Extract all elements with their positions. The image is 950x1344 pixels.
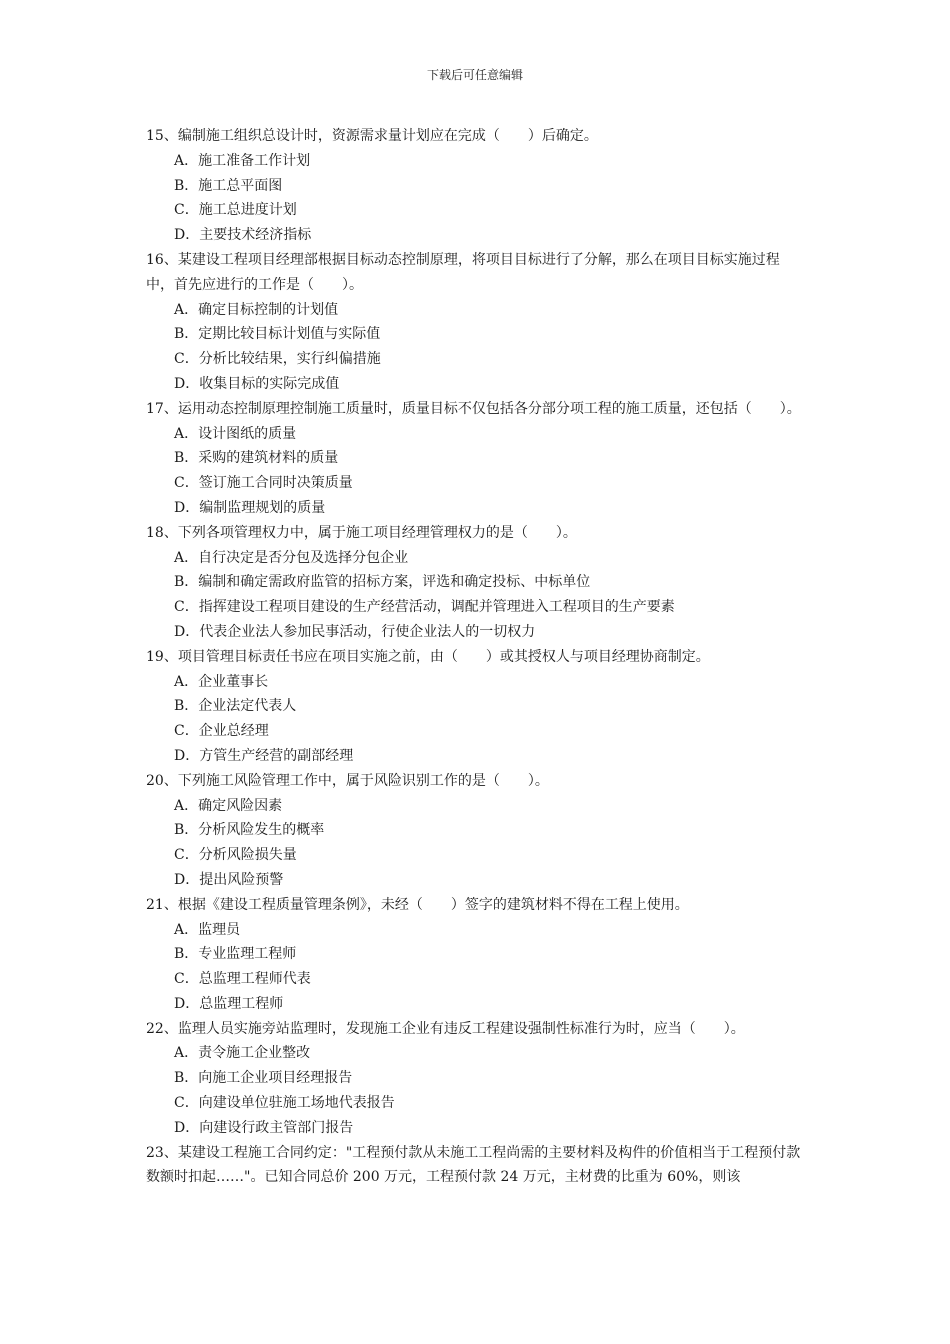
question-23 <box>146 1141 806 1191</box>
question-text: 22、监理人员实施旁站监理时，发现施工企业有违反工程建设强制性标准行为时，应当（ ）。 <box>146 1020 745 1037</box>
option-a: A．企业董事长 <box>174 673 269 690</box>
question-19 <box>146 645 806 769</box>
option-d: D．向建设行政主管部门报告 <box>174 1119 354 1136</box>
question-17 <box>146 397 806 521</box>
question-text: 15、编制施工组织总设计时，资源需求量计划应在完成（ ）后确定。 <box>146 128 598 144</box>
question-list <box>146 124 806 1190</box>
option-c: C．施工总进度计划 <box>174 202 297 219</box>
option-b: B．专业监理工程师 <box>174 946 297 963</box>
option-a: A．自行决定是否分包及选择分包企业 <box>174 549 409 566</box>
question-text: 18、下列各项管理权力中，属于施工项目经理管理权力的是（ ）。 <box>146 524 577 541</box>
option-a: A．确定目标控制的计划值 <box>174 301 339 318</box>
option-a: A．设计图纸的质量 <box>174 425 297 442</box>
question-15 <box>146 124 806 248</box>
question-text: 20、下列施工风险管理工作中，属于风险识别工作的是（ ）。 <box>146 772 549 789</box>
question-18 <box>146 521 806 645</box>
option-a: A．施工准备工作计划 <box>174 152 311 169</box>
question-21 <box>146 893 806 1017</box>
option-d: D．主要技术经济指标 <box>174 227 312 244</box>
option-c: C．总监理工程师代表 <box>174 971 311 988</box>
option-b: B．企业法定代表人 <box>174 698 297 715</box>
option-b: B．采购的建筑材料的质量 <box>174 450 339 467</box>
option-d: D．编制监理规划的质量 <box>174 499 326 516</box>
option-c: C．企业总经理 <box>174 723 269 740</box>
question-text: 23、某建设工程施工合同约定："工程预付款从未施工工程尚需的主要材料及构件的价值相当于工程预付款数额时扣起……"。已知合同总价 200 万元，工程预付款 24 万元，主材费的比重为 60%，则该 <box>146 1144 801 1186</box>
option-c: C．分析风险损失量 <box>174 847 297 864</box>
option-d: D．代表企业法人参加民事活动，行使企业法人的一切权力 <box>174 623 536 640</box>
option-b: B．定期比较目标计划值与实际值 <box>174 326 381 343</box>
option-c: C．向建设单位驻施工场地代表报告 <box>174 1095 395 1112</box>
question-text: 17、运用动态控制原理控制施工质量时，质量目标不仅包括各分部分项工程的施工质量，还包括（ ）。 <box>146 400 801 417</box>
question-20 <box>146 769 806 893</box>
option-b: B．向施工企业项目经理报告 <box>174 1070 353 1087</box>
option-d: D．方管生产经营的副部经理 <box>174 747 354 764</box>
option-b: B．分析风险发生的概率 <box>174 822 325 839</box>
option-d: D．收集目标的实际完成值 <box>174 375 340 392</box>
option-b: B．编制和确定需政府监管的招标方案，评选和确定投标、中标单位 <box>174 574 591 591</box>
option-d: D．总监理工程师 <box>174 995 284 1012</box>
option-a: A．确定风险因素 <box>174 797 283 814</box>
question-text: 21、根据《建设工程质量管理条例》，未经（ ）签字的建筑材料不得在工程上使用。 <box>146 896 689 913</box>
option-a: A．责令施工企业整改 <box>174 1045 311 1062</box>
option-c: C．分析比较结果，实行纠偏措施 <box>174 351 381 368</box>
option-c: C．指挥建设工程项目建设的生产经营活动，调配并管理进入工程项目的生产要素 <box>174 599 675 616</box>
option-d: D．提出风险预警 <box>174 871 284 888</box>
question-16 <box>146 248 806 397</box>
page-header: 下载后可任意编辑 <box>426 68 523 82</box>
question-text: 19、项目管理目标责任书应在项目实施之前，由（ ）或其授权人与项目经理协商制定。 <box>146 648 710 665</box>
question-22 <box>146 1017 806 1141</box>
option-a: A．监理员 <box>174 921 241 938</box>
option-b: B．施工总平面图 <box>174 177 283 194</box>
option-c: C．签订施工合同时决策质量 <box>174 475 353 492</box>
question-text: 16、某建设工程项目经理部根据目标动态控制原理，将项目目标进行了分解，那么在项目目标实施过程中，首先应进行的工作是（ ）。 <box>146 251 780 293</box>
